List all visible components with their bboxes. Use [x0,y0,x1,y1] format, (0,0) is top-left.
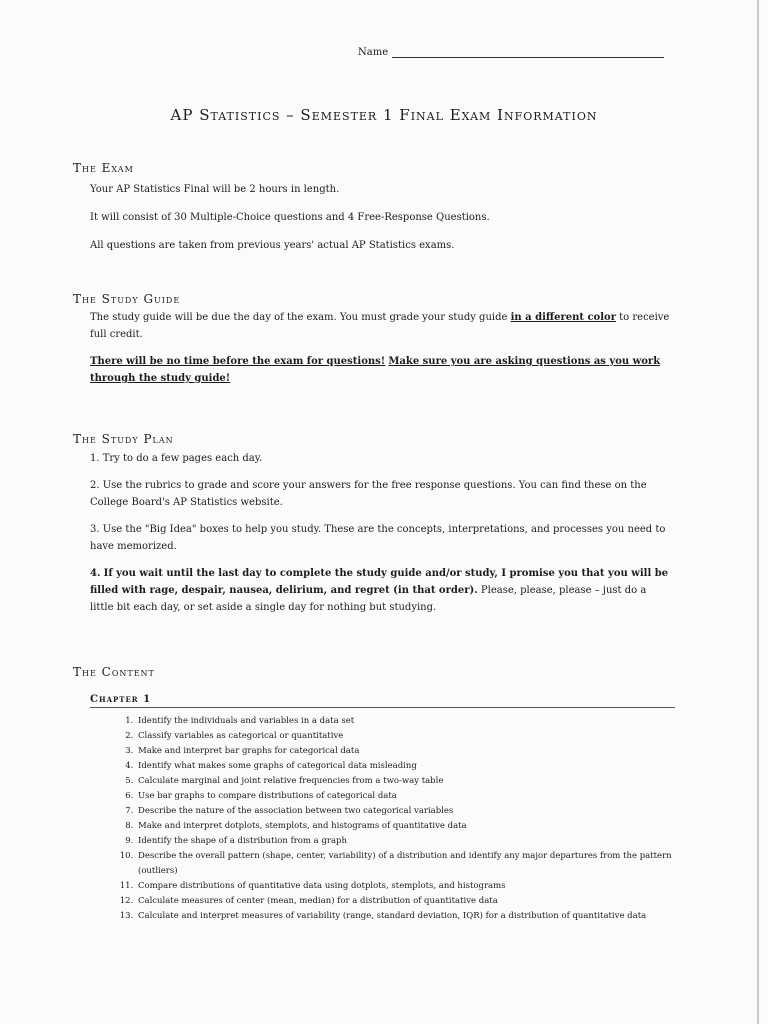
section-study-guide [73,292,672,387]
exam-line-2: It will consist of 30 Multiple-Choice questions and 4 Free-Response Questions. [90,212,490,223]
objective-item: 3. Make and interpret bar graphs for categorical data [136,744,675,759]
study-plan-item-4 [90,565,672,616]
objective-item: 8. Make and interpret dotplots, stemplots, and histograms of quantitative data [136,819,675,834]
chapter-1-heading: Chapter 1 [90,694,675,708]
study-guide-warning-2: Make sure you are asking questions as you work through the study guide! [90,356,661,384]
objective-item: 2. Classify variables as categorical or quantitative [136,729,675,744]
objective-item: 11. Compare distributions of quantitative data using dotplots, stemplots, and histograms [136,879,675,894]
name-blank-line [392,45,664,58]
exam-line-3: All questions are taken from previous years' actual AP Statistics exams. [90,240,455,251]
name-label: Name [358,47,389,58]
study-plan-item-4-warning: If you wait until the last day to complete the study guide and/or study, I promise you that you will be filled with rage, despair, nausea, delirium, and regret (in that order). [90,568,669,596]
objective-item: 4. Identify what makes some graphs of categorical data misleading [136,759,675,774]
objective-item: 10. Describe the overall pattern (shape, center, variability) of a distribution and identify any major departures from the pattern (outliers) [136,849,675,879]
objective-item: 6. Use bar graphs to compare distributions of categorical data [136,789,675,804]
section-heading-content: The Content [73,665,155,679]
study-guide-paragraph-2 [90,353,672,387]
objective-item: 5. Calculate marginal and joint relative frequencies from a two-way table [136,774,675,789]
section-exam [73,161,672,254]
objective-item: 13. Calculate and interpret measures of variability (range, standard deviation, IQR) for a distribution of quantitative data [136,909,675,924]
study-plan-item-3: 3. Use the "Big Idea" boxes to help you study. These are the concepts, interpretations, and processes you need to have memorized. [90,524,666,552]
study-guide-text-1b: to receive full credit. [90,312,670,340]
exam-line-1: Your AP Statistics Final will be 2 hours in length. [90,184,340,195]
objective-item: 12. Calculate measures of center (mean, median) for a distribution of quantitative data [136,894,675,909]
section-heading-exam: The Exam [73,161,134,175]
study-plan-item-4-advice: Please, please, please – just do a little bit each day, or set aside a single day for nothing but studying. [90,585,647,613]
section-heading-study-plan: The Study Plan [73,432,174,446]
study-guide-text-1a: The study guide will be due the day of the exam. You must grade your study guide [90,312,511,323]
study-guide-warning-1: There will be no time before the exam for questions! [90,356,386,367]
page-title: AP Statistics – Semester 1 Final Exam Information [170,106,598,124]
study-plan-item-4-number: 4. [90,568,101,579]
chapter-1-objectives-list [90,714,675,924]
page-edge-shadow [757,0,759,1024]
objective-item: 1. Identify the individuals and variables in a data set [136,714,675,729]
study-plan-item-2: 2. Use the rubrics to grade and score your answers for the free response questions. You can find these on the College Board's AP Statistics website. [90,480,647,508]
section-study-plan [73,432,672,616]
study-guide-paragraph-1 [90,309,672,343]
name-field-row [358,45,664,58]
study-plan-item-1: 1. Try to do a few pages each day. [90,453,263,464]
study-guide-emphasis: in a different color [510,312,616,323]
objective-item: 7. Describe the nature of the association between two categorical variables [136,804,675,819]
objective-item: 9. Identify the shape of a distribution from a graph [136,834,675,849]
section-heading-study-guide: The Study Guide [73,292,181,306]
section-content [73,665,155,679]
